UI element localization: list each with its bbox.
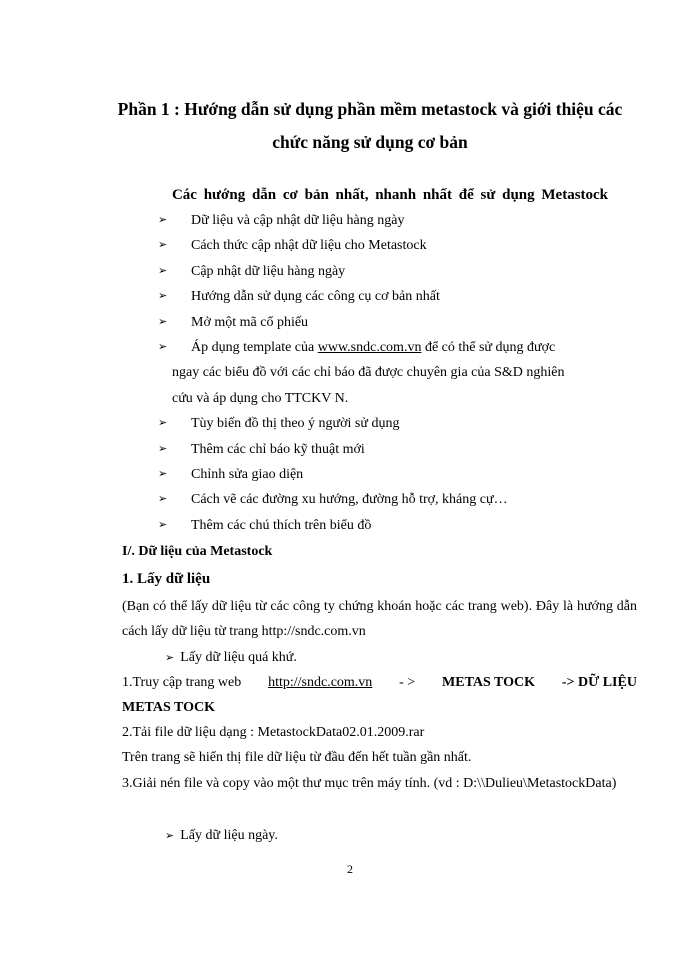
arrow-bullet-icon: ➢ — [158, 518, 168, 531]
arrow-bullet-icon: ➢ — [158, 290, 168, 303]
step-2: 2.Tải file dữ liệu dạng : MetastockData02.01.2009.rar — [122, 725, 425, 740]
page-title — [90, 93, 650, 159]
title-line-2: chức năng sử dụng cơ bản — [272, 132, 468, 152]
toc-item: ➢ Dữ liệu và cập nhật dữ liệu hàng ngày — [158, 208, 658, 233]
toc-item: ➢ Cách thức cập nhật dữ liệu cho Metastock — [158, 233, 658, 258]
section-subtitle: Các hướng dẫn cơ bản nhất, nhanh nhất để sử dụng Metastock — [171, 187, 609, 203]
page-number: 2 — [347, 862, 353, 876]
toc-item: ➢ Cách vẽ các đường xu hướng, đường hỗ trợ, kháng cự… — [158, 487, 658, 512]
arrow-bullet-icon: ➢ — [158, 442, 168, 455]
toc-item: ➢ Mở một mã cổ phiếu — [158, 310, 658, 335]
toc-list — [158, 208, 658, 538]
toc-item: ➢ Hướng dẫn sử dụng các công cụ cơ bản nhất — [158, 284, 658, 309]
toc-item: ➢ Thêm các chú thích trên biểu đồ — [158, 513, 658, 538]
step-2-note: Trên trang sẽ hiển thị file dữ liệu từ đầu đến hết tuần gần nhất. — [122, 750, 472, 765]
subsection-heading: 1. Lấy dữ liệu — [122, 571, 211, 587]
arrow-bullet-icon: ➢ — [158, 417, 168, 430]
arrow-bullet-icon: ➢ — [158, 468, 168, 481]
arrow-bullet-icon: ➢ — [158, 264, 168, 277]
arrow-bullet-icon: ➢ — [158, 341, 168, 354]
intro-paragraph: (Bạn có thể lấy dữ liệu từ các công ty chứng khoán hoặc các trang web). Đây là hướng dẫn cách lấy dữ liệu từ trang http://sndc.com.vn — [122, 599, 637, 639]
step-1: 1.Truy cập trang web http://sndc.com.vn - > METAS TOCK -> DỮ LIỆU METAS TOCK — [122, 670, 637, 720]
toc-item: ➢ Thêm các chỉ báo kỹ thuật mới — [158, 437, 658, 462]
arrow-bullet-icon: ➢ — [158, 315, 168, 328]
title-line-1: Phần 1 : Hướng dẫn sử dụng phần mềm metastock và giới thiệu các — [117, 99, 623, 119]
bullet-daily-data: ➢ Lấy dữ liệu ngày. — [165, 828, 278, 843]
arrow-bullet-icon: ➢ — [158, 214, 168, 226]
toc-item: ➢ Chỉnh sửa giao diện — [158, 462, 658, 487]
section-heading: I/. Dữ liệu của Metastock — [122, 544, 273, 559]
sndc-link[interactable]: www.sndc.com.vn — [317, 340, 422, 356]
arrow-bullet-icon: ➢ — [158, 239, 168, 252]
arrow-bullet-icon: ➢ — [165, 652, 175, 664]
toc-item: ➢ Cập nhật dữ liệu hàng ngày — [158, 259, 658, 284]
arrow-bullet-icon: ➢ — [165, 830, 175, 842]
toc-item-template: ➢ Áp dụng template của www.sndc.com.vn để có thể sử dụng được ngay các biểu đồ với các chỉ báo đã được chuyên gia của S&D nghiên cứu và áp dụng cho TTCKV N. — [158, 335, 658, 411]
bullet-past-data: ➢ Lấy dữ liệu quá khứ. — [165, 650, 297, 665]
sndc-url-link[interactable]: http://sndc.com.vn — [268, 675, 373, 690]
arrow-bullet-icon: ➢ — [158, 493, 168, 506]
step-3: 3.Giải nén file và copy vào một thư mục trên máy tính. (vd : D:\\Dulieu\MetastockData) — [122, 776, 617, 791]
toc-item: ➢ Tùy biến đồ thị theo ý người sử dụng — [158, 411, 658, 436]
